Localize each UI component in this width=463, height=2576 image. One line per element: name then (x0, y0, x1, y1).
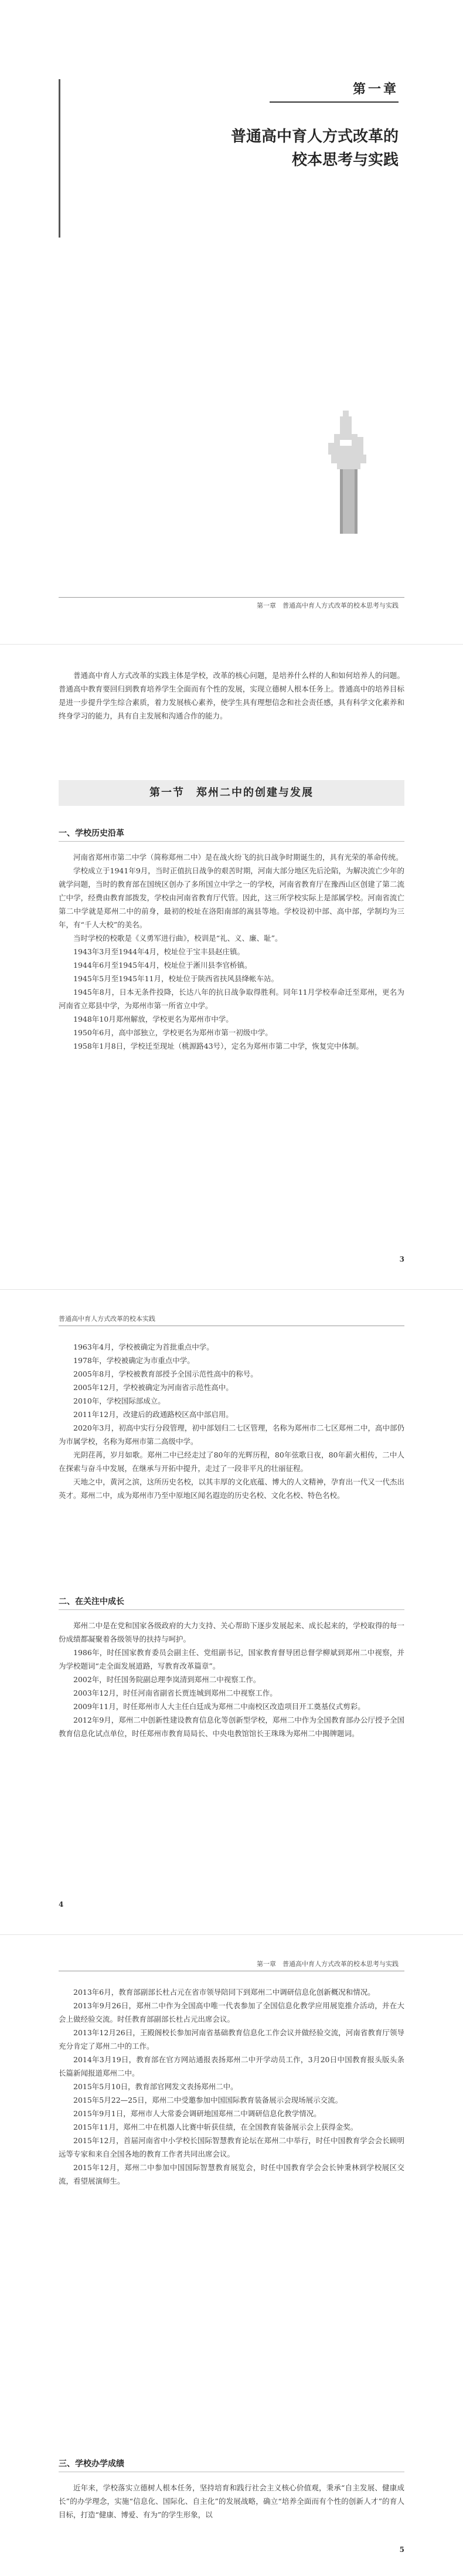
growth-paragraph: 2002年，时任国务院副总理李岚清到郑州二中视察工作。 (73, 1675, 261, 1684)
page-3 (0, 645, 463, 1289)
growth-paragraph: 2015年5月10日，教育部官网发文表扬郑州二中。 (73, 2082, 238, 2091)
history-paragraph: 1944年6月至1945年4月，校址位于淅川县李官桥镇。 (73, 961, 252, 970)
growth-paragraph: 2013年12月26日，王殿阁校长参加河南省基础教育信息化工作会议并做经验交流，河南省教育厅领导充分肯定了郑州二中的工作。 (59, 2028, 404, 2050)
subsection-rule (59, 841, 404, 842)
history-text-continued (59, 1340, 404, 1502)
growth-paragraph: 2013年9月26日，郑州二中作为全国高中唯一代表参加了全国信息化教学应用展览推介活动，并在大会上做经验交流。时任教育部副部长杜占元出席会议。 (59, 2001, 404, 2023)
history-paragraph: 1945年5月至1945年11月，校址位于陕西省扶风县绛帐车站。 (73, 974, 278, 983)
history-paragraph: 学校成立于1941年9月，当时正值抗日战争的艰苦时期，河南大部分地区先后沦陷，为解决流亡少年的就学问题，当时的教育部在国统区创办了多所国立中学之一的学校，河南省教育厅在豫西山区创建了第二流亡中学，经费由教育部拨发，学校由河南省教育厅代管。因此，这三所学校实际上是部属学校。河南省流亡第二中学就是郑州二中的前身，最初的校址在洛阳南部的嵩县等地。学校设初中部、高中部，学制均为三年，有“千人大校”的美名。 (59, 866, 404, 929)
history-paragraph: 1978年，学校被确定为市重点中学。 (73, 1356, 195, 1365)
history-paragraph: 2011年12月，改建后的政通路校区高中部启用。 (73, 1410, 233, 1419)
page-5 (0, 1936, 463, 2576)
history-paragraph: 2005年8月，学校被教育部授予全国示范性高中的称号。 (73, 1370, 258, 1378)
intro-text (59, 669, 404, 723)
history-text (59, 850, 404, 1053)
growth-paragraph: 郑州二中是在党和国家各级政府的大力支持、关心帮助下逐步发展起来、成长起来的，学校取得的每一份成绩都凝聚着各级领导的扶持与呵护。 (59, 1621, 404, 1643)
chapter-horizontal-rule (270, 101, 399, 103)
history-paragraph: 河南省郑州市第二中学（简称郑州二中）是在战火纷飞的抗日战争时期诞生的，具有光荣的革命传统。 (73, 853, 403, 862)
subsection-heading-3: 三、学校办学成绩 (59, 2459, 124, 2469)
intro-paragraph: 普通高中育人方式改革的实践主体是学校，改革的核心问题，是培养什么样的人和如何培养人的问题。普通高中教育要回归到教育培养学生全面而有个性的发展，实现立德树人根本任务上。普通高中的培养目标是进一步提升学生综合素质，着力发展核心素养，使学生具有理想信念和社会责任感，具有科学文化素养和终身学习的能力，具有自主发展和沟通合作的能力。 (59, 671, 404, 720)
history-paragraph: 1948年10月郑州解放，学校更名为郑州市中学。 (73, 1015, 233, 1023)
history-paragraph: 1950年6月，高中部独立，学校更名为郑州市第一初级中学。 (73, 1028, 273, 1037)
growth-paragraph: 1986年，时任国家教育委员会副主任、党组副书记，国家教育督导团总督学柳斌到郑州二中视察，并为学校题词“走全面发展道路，写教育改革篇章”。 (59, 1648, 404, 1670)
running-head: 第一章 普通高中育人方式改革的校本思考与实践 (257, 602, 399, 609)
running-head: 普通高中育人方式改革的校本实践 (59, 1315, 155, 1323)
growth-paragraph: 2012年9月，郑州二中创新性建设教育信息化等创新型学校，郑州二中作为全国教育部办公厅授予全国教育信息化试点单位，时任郑州市教育局局长、中央电教馆馆长王珠珠为郑州二中揭牌题词。 (59, 1716, 404, 1738)
growth-paragraph: 2003年12月，时任河南省副省长贾连城到郑州二中视察工作。 (73, 1689, 277, 1697)
history-paragraph: 1943年3月至1944年4月，校址位于宝丰县赵庄镇。 (73, 947, 245, 956)
growth-paragraph: 2015年12月，首届河南省中小学校长国际智慧教育论坛在郑州二中举行，时任中国教育学会会长顾明远等专家和来自全国各地的教育工作者共同出席会议。 (59, 2136, 404, 2158)
chapter-vertical-rule (59, 79, 60, 238)
chapter-title-line2: 校本思考与实践 (291, 151, 399, 169)
history-paragraph: 1945年8月，日本无条件投降，长达八年的抗日战争取得胜利。同年11月学校奉命迁至郑州，更名为河南省立郑县中学，为郑州市第一所省立中学。 (59, 988, 404, 1010)
history-paragraph: 1963年4月，学校被确定为首批重点中学。 (73, 1343, 214, 1351)
subsection-rule (59, 1609, 404, 1610)
growth-paragraph: 2015年5月22—25日，郑州二中受邀参加中国国际教育装备展示会现场展示交流。 (73, 2096, 343, 2104)
history-paragraph: 2020年3月，初高中实行分段管理，初中部划归二七区管理，名称为郑州市二七区郑州二中，高中部仍为市属学校，名称为郑州市第二高级中学。 (59, 1423, 404, 1446)
page-number: 5 (399, 2546, 404, 2554)
growth-paragraph: 2009年11月，时任郑州市人大主任白廷成为郑州二中南校区改造项目开工奠基仪式剪彩。 (73, 1702, 365, 1711)
growth-text (59, 1619, 404, 1740)
page-divider (0, 1934, 463, 1935)
subsection-heading-1: 一、学校历史沿革 (59, 829, 124, 838)
growth-paragraph: 2015年12月，郑州二中参加中国国际智慧教育展览会，时任中国教育学会会长钟秉林到学校展区交流，看望展演师生。 (59, 2163, 404, 2185)
page-divider (0, 1289, 463, 1290)
history-paragraph: 当时学校的校歌是《义勇军进行曲》，校训是“礼、义、廉、耻”。 (73, 934, 282, 943)
growth-text-continued (59, 1985, 404, 2188)
chapter-label: 第一章 (352, 82, 399, 97)
growth-paragraph: 2014年3月19日，教育部在官方网站通报表扬郑州二中开学动员工作，3月20日中国教育报头版头条长篇新闻报道郑州二中。 (59, 2055, 404, 2077)
history-paragraph: 光阴荏苒，岁月如歌。郑州二中已经走过了80年的光辉历程，80年弦歌日夜，80年薪火相传，二中人在探索与奋斗中发展，在继承与开拓中提升，走过了一段非平凡的壮丽征程。 (59, 1450, 404, 1473)
growth-paragraph: 2013年6月，教育部副部长杜占元在省市领导陪同下到郑州二中调研信息化创新概况和情况。 (73, 1988, 375, 1997)
history-paragraph: 1958年1月8日，学校迁至现址（桃源路43号），定名为郑州市第二中学，恢复完中体制。 (73, 1042, 363, 1050)
history-paragraph: 2010年，学校国际部成立。 (73, 1397, 165, 1405)
chapter-title (231, 125, 399, 172)
page-divider (0, 644, 463, 645)
growth-paragraph: 2015年9月1日，郑州市人大常委会调研地国郑州二中调研信息化教学情况。 (73, 2109, 321, 2118)
history-paragraph: 2005年12月，学校被确定为河南省示范性高中。 (73, 1383, 233, 1392)
section-title: 第一节 郑州二中的创建与发展 (59, 780, 404, 806)
achievements-text (59, 2481, 404, 2521)
page-4 (0, 1290, 463, 1934)
pointing-hand-icon (325, 411, 372, 534)
running-head-rule (59, 597, 404, 598)
page-number: 3 (399, 1255, 404, 1263)
history-paragraph: 天地之中，黄河之滨，这所历史名校，以其丰厚的文化底蕴、博大的人文精神，孕育出一代又一代杰出英才。郑州二中，成为郑州市乃至中原地区闻名遐迩的历史名校、文化名校、特色名校。 (59, 1477, 404, 1500)
growth-paragraph: 2015年11月，郑州二中在机器人比赛中斩获佳绩，在全国教育装备展示会上获得金奖。 (73, 2123, 358, 2131)
page-number: 4 (59, 1900, 64, 1909)
chapter-cover-page (0, 0, 463, 644)
running-head: 第一章 普通高中育人方式改革的校本思考与实践 (257, 1960, 399, 1968)
achievements-paragraph: 近年来，学校落实立德树人根本任务，坚持培育和践行社会主义核心价值观，秉承“自主发展、健康成长”的办学理念，实施“信息化、国际化、自主化”的发展战略，确立“培养全面而有个性的创新人才”的育人目标，打造“健康、博爱、有为”的学生形象，以 (59, 2483, 404, 2519)
chapter-title-line1: 普通高中育人方式改革的 (230, 128, 399, 145)
subsection-heading-2: 二、在关注中成长 (59, 1597, 124, 1606)
